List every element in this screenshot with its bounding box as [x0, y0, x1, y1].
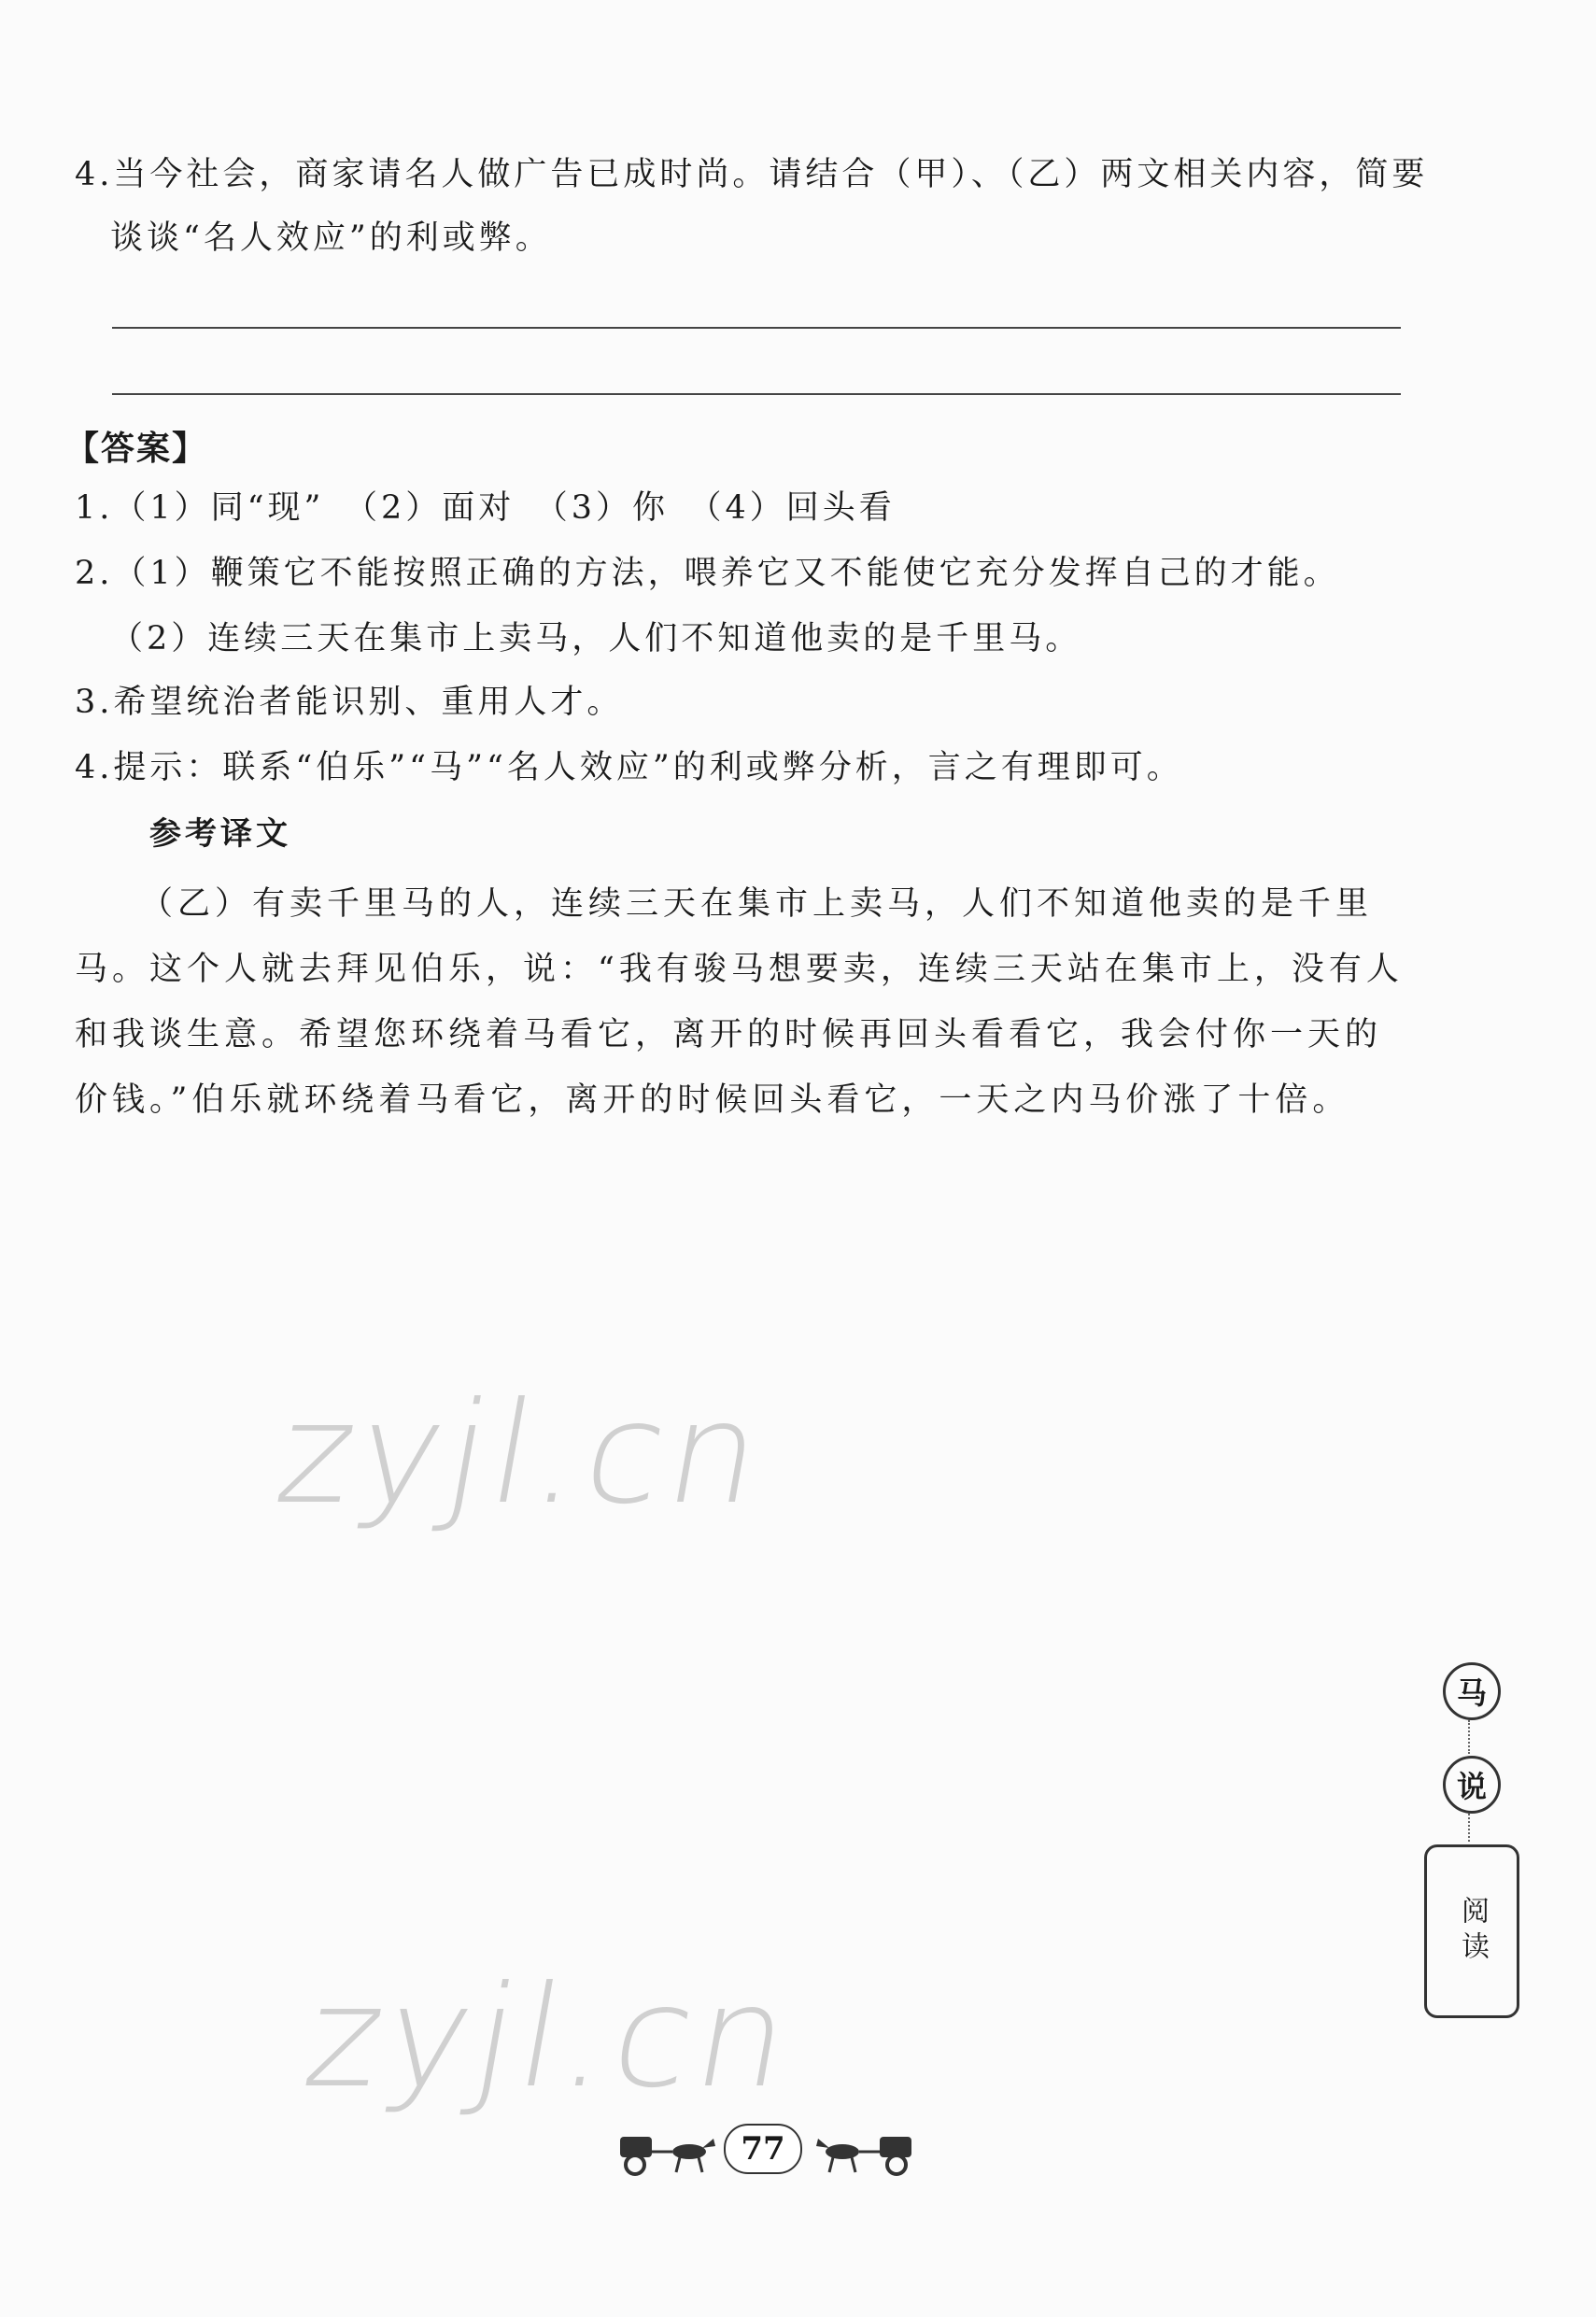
answer-3: 3.希望统治者能识别、重用人才。: [75, 684, 624, 721]
dotted-divider: [1468, 1720, 1472, 1754]
answer-blank-line-1[interactable]: [112, 327, 1401, 329]
answer-2-part-1: 2.（1）鞭策它不能按照正确的方法，喂养它又不能使它充分发挥自己的才能。: [75, 555, 1340, 592]
translation-body: （乙）有卖千里马的人，连续三天在集市上卖马，人们不知道他卖的是千里马。这个人就去拜见伯乐，说：“我有骏马想要卖，连续三天站在集市上，没有人和我谈生意。希望您环绕着马看它，离开的时候再回头看看它，我会付你一天的价钱。”伯乐就环绕着马看它，离开的时候回头看它，一天之内马价涨了十倍。: [75, 885, 1404, 1119]
reading-seal-icon: [1424, 1844, 1519, 2018]
dotted-divider: [1468, 1814, 1472, 1842]
answers-heading: 【答案】: [65, 430, 208, 468]
side-tab-char-ma: 马: [1443, 1662, 1501, 1720]
horse-carriage-icon: [616, 2129, 719, 2176]
question-4-line-2: 谈谈“名人效应”的利或弊。: [110, 219, 552, 257]
chapter-side-tab: [1424, 1662, 1518, 2017]
watermark: zyjl.cn: [293, 1957, 807, 2119]
watermark: zyjl.cn: [265, 1373, 779, 1535]
seal-text: 阅读: [1456, 1896, 1489, 1967]
answer-1: 1.（1）同“现” （2）面对 （3）你 （4）回头看: [75, 489, 896, 527]
translation-heading: 参考译文: [149, 815, 291, 853]
answer-4: 4.提示：联系“伯乐”“马”“名人效应”的利或弊分析，言之有理即可。: [75, 749, 1183, 786]
page-number: 77: [724, 2124, 802, 2174]
side-tab-char-shuo: 说: [1443, 1756, 1501, 1814]
horse-carriage-icon: [812, 2129, 915, 2176]
question-4-line-1: 4.当今社会，商家请名人做广告已成时尚。请结合（甲）、（乙）两文相关内容，简要: [75, 156, 1429, 193]
answer-blank-line-2[interactable]: [112, 393, 1401, 395]
page-footer: [616, 2112, 915, 2187]
answer-2-part-2: （2）连续三天在集市上卖马，人们不知道他卖的是千里马。: [110, 620, 1082, 657]
